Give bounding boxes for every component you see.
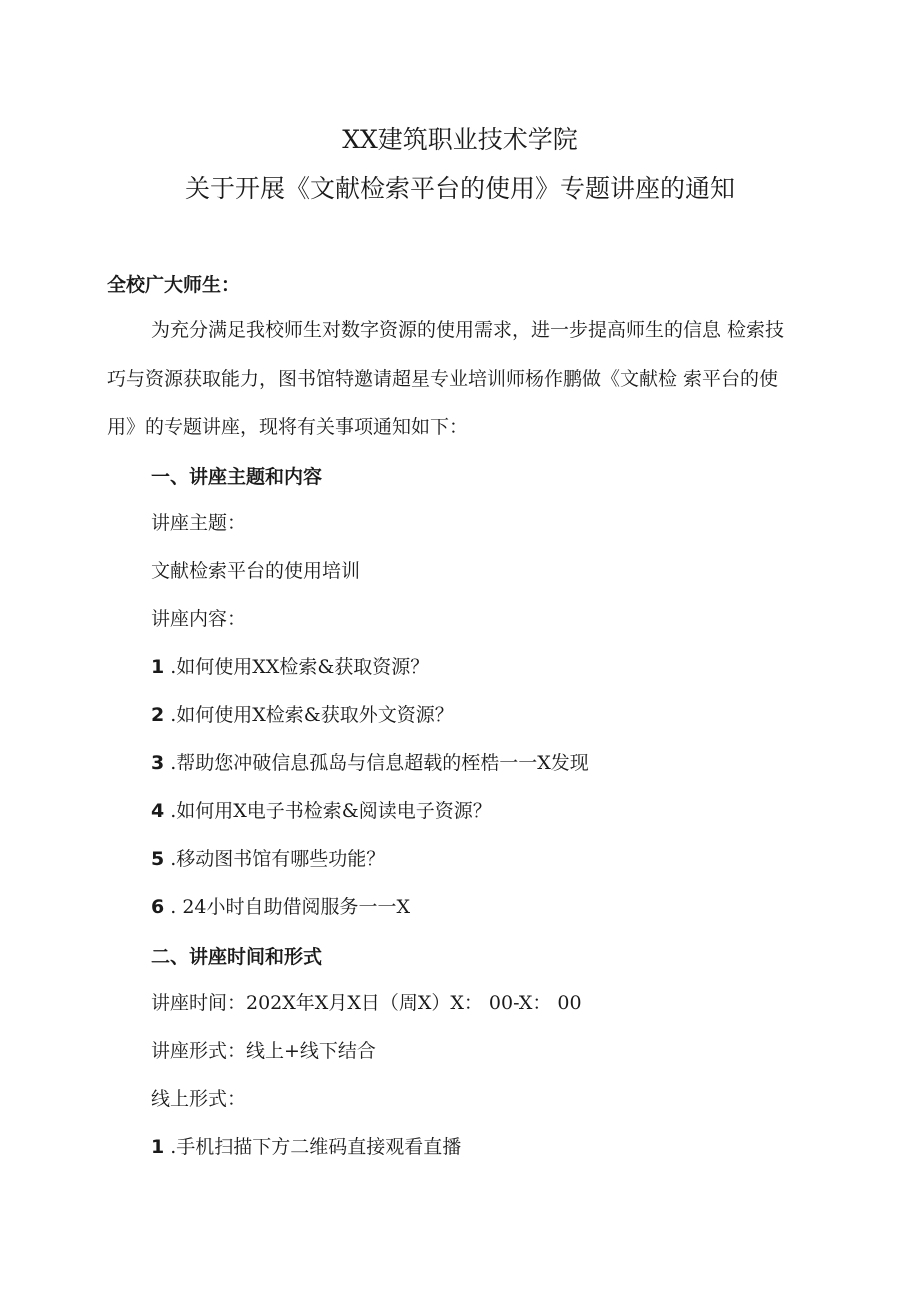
list-item [151, 894, 410, 920]
lecture-time: 讲座时间：202X年X月X日（周X）X： 00-X： 00 [151, 992, 582, 1014]
document-title-notice: 关于开展《文献检索平台的使用》专题讲座的通知 [184, 174, 735, 203]
list-item-text: .手机扫描下方二维码直接观看直播 [170, 1136, 462, 1158]
salutation: 全校广大师生： [107, 274, 241, 296]
list-item-number: 1 [151, 656, 165, 678]
topic-value: 文献检索平台的使用培训 [151, 560, 361, 582]
list-item-text: . 24小时自助借阅服务一一X [170, 896, 411, 918]
document-title-school: XX建筑职业技术学院 [342, 125, 578, 154]
list-item [151, 702, 454, 728]
list-item-number: 2 [151, 704, 165, 726]
list-item-text: .如何用X电子书检索&阅读电子资源？ [170, 800, 492, 822]
list-item-number: 4 [151, 800, 165, 822]
list-item [151, 1134, 461, 1160]
list-item [151, 846, 385, 872]
list-item-number: 5 [151, 848, 165, 870]
list-item-number: 6 [151, 896, 165, 918]
section-heading-topic: 一、讲座主题和内容 [151, 466, 323, 488]
list-item-text: .如何使用XX检索&获取资源？ [170, 656, 430, 678]
list-item-number: 3 [151, 752, 165, 774]
list-item-text: .移动图书馆有哪些功能？ [170, 848, 386, 870]
topic-label: 讲座主题： [151, 512, 247, 534]
list-item [151, 798, 492, 824]
list-item [151, 654, 429, 680]
online-label: 线上形式： [151, 1088, 247, 1110]
intro-line-3: 用》的专题讲座，现将有关事项通知如下： [107, 416, 469, 438]
list-item [151, 750, 589, 776]
section-heading-time: 二、讲座时间和形式 [151, 946, 323, 968]
intro-line-1: 为充分满足我校师生对数字资源的使用需求，进一步提高师生的信息 检索技 [151, 319, 785, 341]
list-item-text: .帮助您冲破信息孤岛与信息超载的桎梏一一X发现 [170, 752, 589, 774]
list-item-text: .如何使用X检索&获取外文资源？ [170, 704, 454, 726]
content-label: 讲座内容： [151, 608, 247, 630]
list-item-number: 1 [151, 1136, 165, 1158]
intro-line-2: 巧与资源获取能力，图书馆特邀请超星专业培训师杨作鹏做《文献检 索平台的使 [107, 368, 779, 390]
lecture-format: 讲座形式：线上+线下结合 [151, 1040, 376, 1062]
